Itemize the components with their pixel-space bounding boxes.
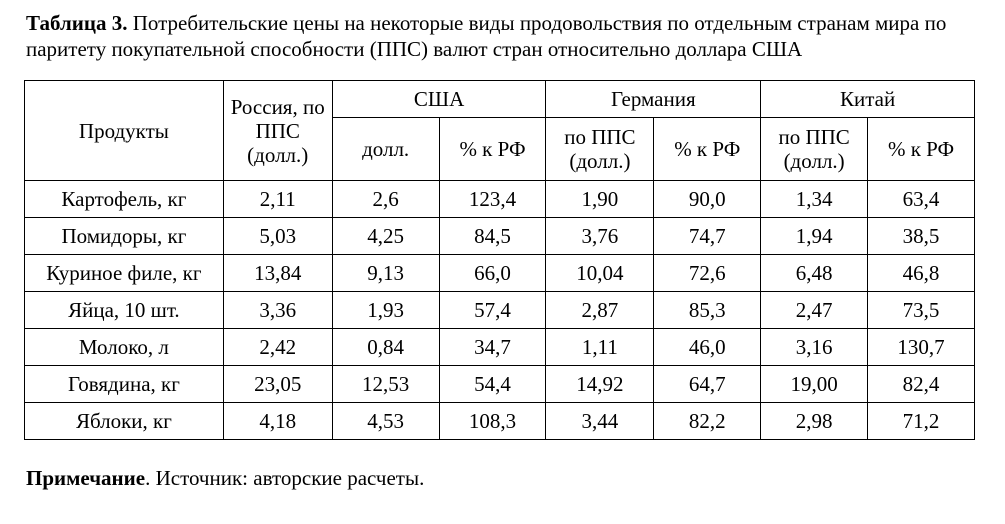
cell-product: Картофель, кг	[25, 181, 224, 218]
cell-germany-pct: 72,6	[654, 255, 761, 292]
cell-germany-pct: 90,0	[654, 181, 761, 218]
cell-usa-pct: 84,5	[439, 218, 546, 255]
cell-usa-pct: 54,4	[439, 366, 546, 403]
cell-russia: 13,84	[223, 255, 332, 292]
table-row	[25, 292, 975, 329]
cell-germany: 10,04	[546, 255, 654, 292]
header-germany: Германия	[546, 81, 761, 118]
cell-product: Помидоры, кг	[25, 218, 224, 255]
cell-china: 1,94	[761, 218, 868, 255]
cell-usa: 4,53	[332, 403, 439, 440]
cell-germany: 1,90	[546, 181, 654, 218]
cell-china: 2,98	[761, 403, 868, 440]
cell-germany: 14,92	[546, 366, 654, 403]
cell-china-pct: 38,5	[868, 218, 975, 255]
cell-product: Молоко, л	[25, 329, 224, 366]
cell-product: Говядина, кг	[25, 366, 224, 403]
cell-product: Яйца, 10 шт.	[25, 292, 224, 329]
header-china: Китай	[761, 81, 975, 118]
cell-germany: 2,87	[546, 292, 654, 329]
table-note	[26, 465, 424, 491]
cell-usa: 1,93	[332, 292, 439, 329]
cell-russia: 2,42	[223, 329, 332, 366]
cell-china-pct: 71,2	[868, 403, 975, 440]
cell-usa-pct: 123,4	[439, 181, 546, 218]
cell-china-pct: 63,4	[868, 181, 975, 218]
cell-germany-pct: 74,7	[654, 218, 761, 255]
cell-russia: 2,11	[223, 181, 332, 218]
note-label: Примечание	[26, 466, 146, 490]
cell-germany-pct: 85,3	[654, 292, 761, 329]
cell-usa-pct: 66,0	[439, 255, 546, 292]
cell-germany: 1,11	[546, 329, 654, 366]
cell-usa: 0,84	[332, 329, 439, 366]
header-usa-usd: долл.	[332, 118, 439, 181]
caption-label: Таблица 3.	[26, 11, 128, 35]
cell-usa: 9,13	[332, 255, 439, 292]
header-china-ppp: по ППС (долл.)	[761, 118, 868, 181]
cell-germany-pct: 64,7	[654, 366, 761, 403]
cell-china-pct: 46,8	[868, 255, 975, 292]
cell-product: Яблоки, кг	[25, 403, 224, 440]
cell-usa: 12,53	[332, 366, 439, 403]
note-text: . Источник: авторские расчеты.	[145, 466, 425, 490]
table-row	[25, 403, 975, 440]
header-russia: Россия, по ППС (долл.)	[223, 81, 332, 181]
header-usa-pct: % к РФ	[439, 118, 546, 181]
prices-table	[24, 80, 975, 440]
cell-china: 1,34	[761, 181, 868, 218]
cell-usa: 4,25	[332, 218, 439, 255]
cell-china: 3,16	[761, 329, 868, 366]
cell-russia: 5,03	[223, 218, 332, 255]
cell-china: 2,47	[761, 292, 868, 329]
table-row	[25, 218, 975, 255]
header-row-top	[25, 81, 975, 118]
header-usa: США	[332, 81, 546, 118]
header-germany-ppp: по ППС (долл.)	[546, 118, 654, 181]
cell-china-pct: 130,7	[868, 329, 975, 366]
cell-russia: 23,05	[223, 366, 332, 403]
cell-china: 19,00	[761, 366, 868, 403]
cell-product: Куриное филе, кг	[25, 255, 224, 292]
caption-text: Потребительские цены на некоторые виды продовольствия по отдельным странам мира по паритету покупательной способности (ППС) валют стран относительно доллара США	[26, 11, 947, 61]
cell-usa-pct: 34,7	[439, 329, 546, 366]
cell-china-pct: 73,5	[868, 292, 975, 329]
header-products: Продукты	[25, 81, 224, 181]
table-row	[25, 255, 975, 292]
table-row	[25, 366, 975, 403]
table-caption	[26, 10, 986, 62]
cell-russia: 4,18	[223, 403, 332, 440]
header-germany-pct: % к РФ	[654, 118, 761, 181]
cell-russia: 3,36	[223, 292, 332, 329]
cell-usa-pct: 57,4	[439, 292, 546, 329]
cell-germany-pct: 46,0	[654, 329, 761, 366]
cell-china-pct: 82,4	[868, 366, 975, 403]
cell-usa: 2,6	[332, 181, 439, 218]
header-china-pct: % к РФ	[868, 118, 975, 181]
table-row	[25, 181, 975, 218]
cell-usa-pct: 108,3	[439, 403, 546, 440]
cell-germany: 3,44	[546, 403, 654, 440]
table-row	[25, 329, 975, 366]
cell-germany-pct: 82,2	[654, 403, 761, 440]
cell-china: 6,48	[761, 255, 868, 292]
cell-germany: 3,76	[546, 218, 654, 255]
